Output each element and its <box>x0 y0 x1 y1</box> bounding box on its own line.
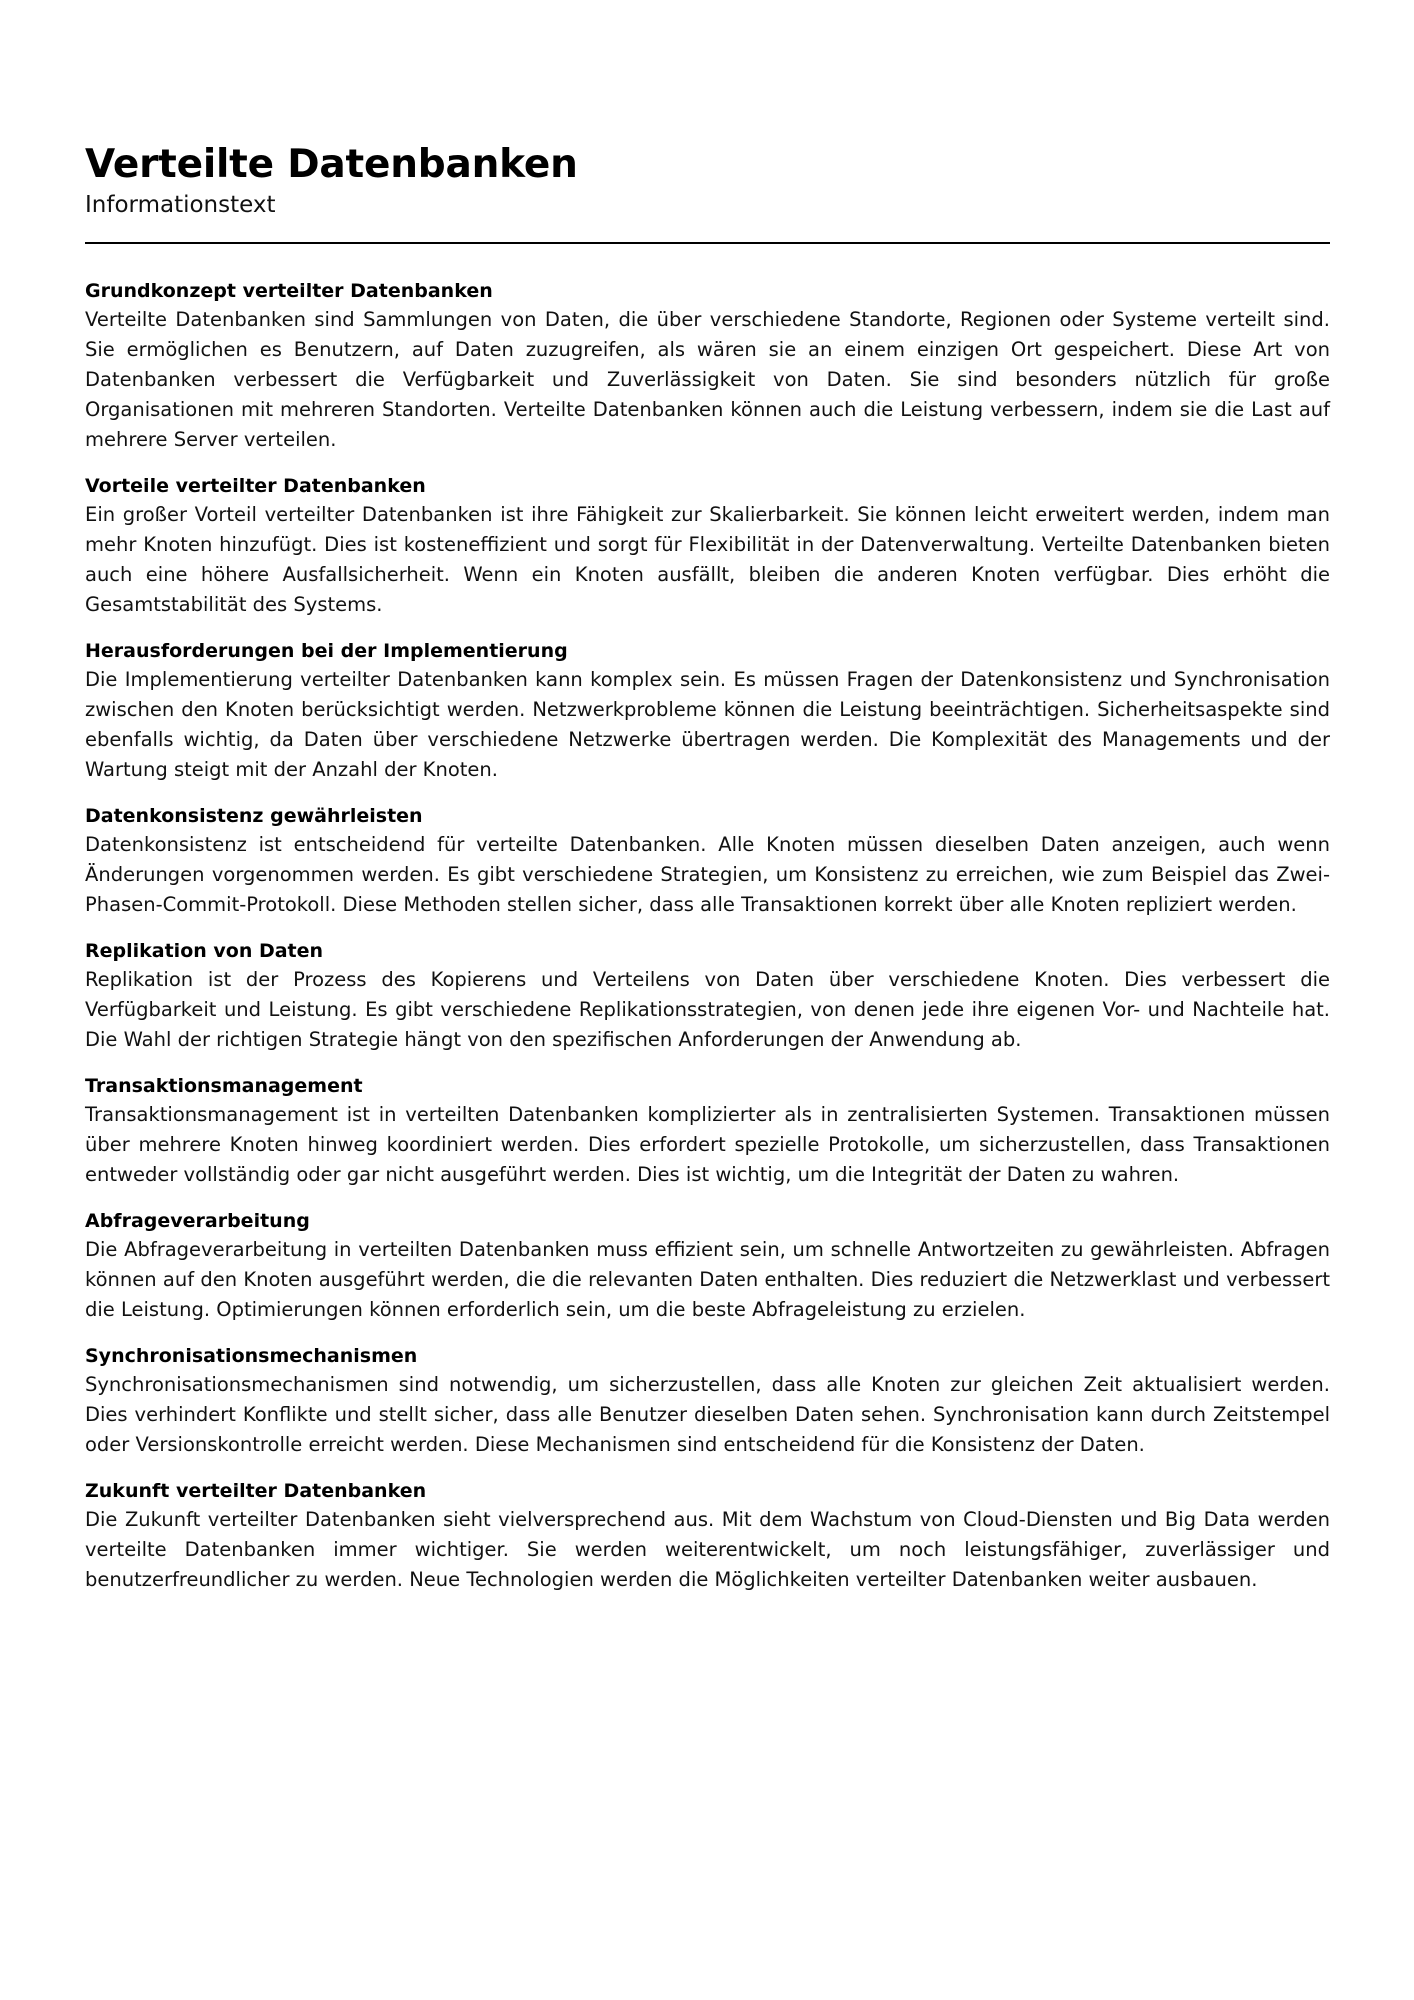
section-heading: Synchronisationsmechanismen <box>85 1345 418 1367</box>
section-replikation <box>85 938 1330 1055</box>
section-transaktionsmanagement <box>85 1073 1330 1190</box>
section-body: Die Abfrageverarbeitung in verteilten Datenbanken muss effizient sein, um schnelle Antwortzeiten zu gewährleisten. Abfragen können auf den Knoten ausgeführt werden, die die relevanten Daten enthalten. Dies reduziert die Netzwerklast und verbessert die Leistung. Optimierungen können erforderlich sein, um die beste Abfrageleistung zu erzielen. <box>85 1238 1330 1321</box>
section-heading: Zukunft verteilter Datenbanken <box>85 1480 427 1502</box>
document-subtitle: Informationstext <box>85 192 276 218</box>
section-heading: Replikation von Daten <box>85 940 324 962</box>
section-body: Ein großer Vorteil verteilter Datenbanken ist ihre Fähigkeit zur Skalierbarkeit. Sie können leicht erweitert werden, indem man mehr Knoten hinzufügt. Dies ist kosteneffizient und sorgt für Flexibilität in der Datenverwaltung. Verteilte Datenbanken bieten auch eine höhere Ausfallsicherheit. Wenn ein Knoten ausfällt, bleiben die anderen Knoten verfügbar. Dies erhöht die Gesamtstabilität des Systems. <box>85 503 1330 616</box>
section-heading: Datenkonsistenz gewährleisten <box>85 805 423 827</box>
section-heading: Grundkonzept verteilter Datenbanken <box>85 280 493 302</box>
title-divider <box>85 242 1330 244</box>
section-body: Transaktionsmanagement ist in verteilten Datenbanken komplizierter als in zentralisierten Systemen. Transaktionen müssen über mehrere Knoten hinweg koordiniert werden. Dies erfordert spezielle Protokolle, um sicherzustellen, dass Transaktionen entweder vollständig oder gar nicht ausgeführt werden. Dies ist wichtig, um die Integrität der Daten zu wahren. <box>85 1103 1330 1186</box>
section-body: Die Zukunft verteilter Datenbanken sieht vielversprechend aus. Mit dem Wachstum von Cloud-Diensten und Big Data werden verteilte Datenbanken immer wichtiger. Sie werden weiterentwickelt, um noch leistungsfähiger, zuverlässiger und benutzerfreundlicher zu werden. Neue Technologien werden die Möglichkeiten verteilter Datenbanken weiter ausbauen. <box>85 1508 1330 1591</box>
document-page <box>85 142 1330 1613</box>
section-zukunft <box>85 1478 1330 1595</box>
section-body: Die Implementierung verteilter Datenbanken kann komplex sein. Es müssen Fragen der Datenkonsistenz und Synchronisation zwischen den Knoten berücksichtigt werden. Netzwerkprobleme können die Leistung beeinträchtigen. Sicherheitsaspekte sind ebenfalls wichtig, da Daten über verschiedene Netzwerke übertragen werden. Die Komplexität des Managements und der Wartung steigt mit der Anzahl der Knoten. <box>85 668 1330 781</box>
document-title: Verteilte Datenbanken <box>85 142 578 187</box>
section-datenkonsistenz <box>85 803 1330 920</box>
section-body: Synchronisationsmechanismen sind notwendig, um sicherzustellen, dass alle Knoten zur gleichen Zeit aktualisiert werden. Dies verhindert Konflikte und stellt sicher, dass alle Benutzer dieselben Daten sehen. Synchronisation kann durch Zeitstempel oder Versionskontrolle erreicht werden. Diese Mechanismen sind entscheidend für die Konsistenz der Daten. <box>85 1373 1330 1456</box>
section-heading: Herausforderungen bei der Implementierung <box>85 640 568 662</box>
section-synchronisation <box>85 1343 1330 1460</box>
section-heading: Transaktionsmanagement <box>85 1075 363 1097</box>
section-abfrageverarbeitung <box>85 1208 1330 1325</box>
section-body: Verteilte Datenbanken sind Sammlungen von Daten, die über verschiedene Standorte, Regionen oder Systeme verteilt sind. Sie ermöglichen es Benutzern, auf Daten zuzugreifen, als wären sie an einem einzigen Ort gespeichert. Diese Art von Datenbanken verbessert die Verfügbarkeit und Zuverlässigkeit von Daten. Sie sind besonders nützlich für große Organisationen mit mehreren Standorten. Verteilte Datenbanken können auch die Leistung verbessern, indem sie die Last auf mehrere Server verteilen. <box>85 308 1330 451</box>
section-vorteile <box>85 473 1330 620</box>
section-body: Replikation ist der Prozess des Kopierens und Verteilens von Daten über verschiedene Knoten. Dies verbessert die Verfügbarkeit und Leistung. Es gibt verschiedene Replikationsstrategien, von denen jede ihre eigenen Vor- und Nachteile hat. Die Wahl der richtigen Strategie hängt von den spezifischen Anforderungen der Anwendung ab. <box>85 968 1330 1051</box>
section-heading: Abfrageverarbeitung <box>85 1210 310 1232</box>
section-body: Datenkonsistenz ist entscheidend für verteilte Datenbanken. Alle Knoten müssen dieselben Daten anzeigen, auch wenn Änderungen vorgenommen werden. Es gibt verschiedene Strategien, um Konsistenz zu erreichen, wie zum Beispiel das Zwei-Phasen-Commit-Protokoll. Diese Methoden stellen sicher, dass alle Transaktionen korrekt über alle Knoten repliziert werden. <box>85 833 1330 916</box>
section-herausforderungen <box>85 638 1330 785</box>
section-heading: Vorteile verteilter Datenbanken <box>85 475 426 497</box>
section-grundkonzept <box>85 278 1330 455</box>
